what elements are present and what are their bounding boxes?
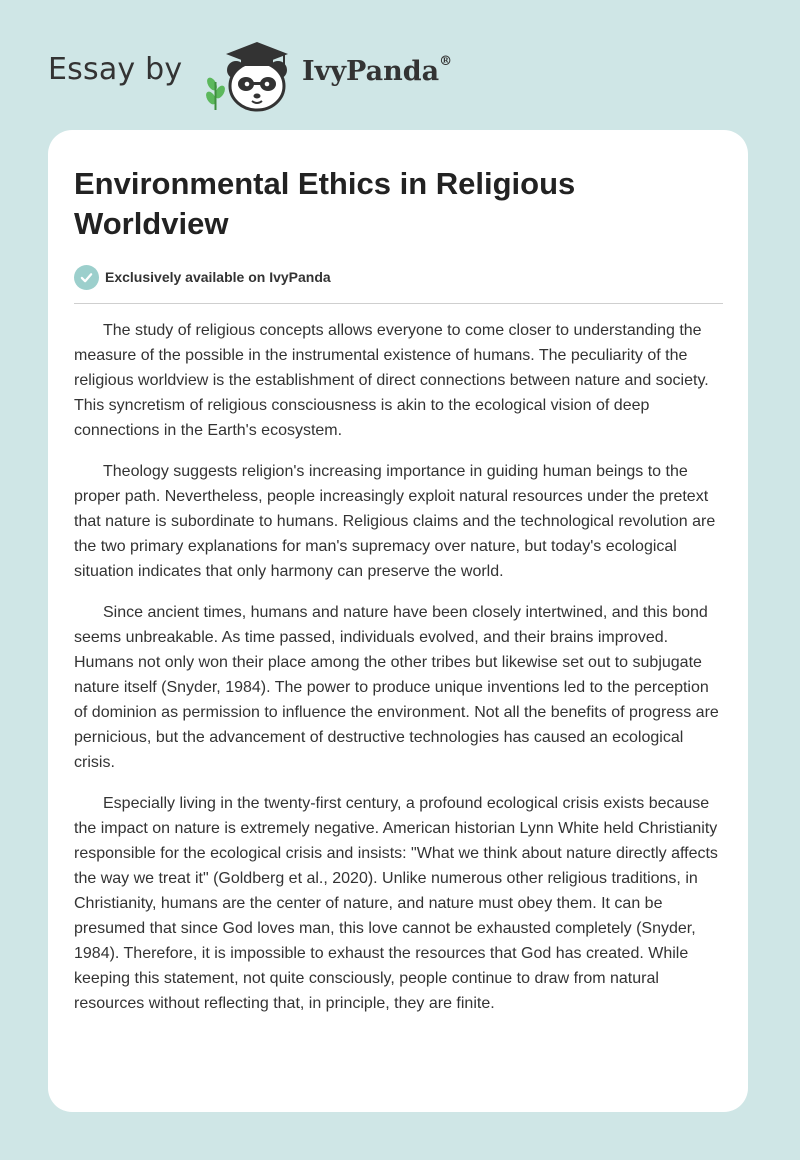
site-header <box>48 30 468 120</box>
check-icon <box>74 265 99 290</box>
brand-name[interactable]: IvyPanda® <box>302 54 453 87</box>
essay-body <box>74 318 724 1032</box>
paragraph: The study of religious concepts allows everyone to come closer to understanding the measure of the possible in the instrumental existence of humans. The peculiarity of the religious worldview is the establishment of direct connections between nature and society. This syncretism of religious consciousness is akin to the ecological vision of deep connections in the Earth's ecosystem. <box>74 322 709 439</box>
essay-card <box>48 130 748 1112</box>
paragraph: Since ancient times, humans and nature have been closely intertwined, and this bond seems unbreakable. As time passed, individuals evolved, and their brains improved. Humans not only won their place among the other tribes but likewise set out to subjugate nature itself (Snyder, 1984). The power to produce unique inventions led to the perception of dominion as permission to influence the environment. Not all the benefits of progress are pernicious, but the advancement of destructive technologies has caused an ecological crisis. <box>74 604 719 771</box>
essay-by-label: Essay by <box>48 52 183 87</box>
paragraph: Especially living in the twenty-first century, a profound ecological crisis exists because the impact on nature is extremely negative. American historian Lynn White held Christianity responsible for the ecological crisis and insists: "What we think about nature directly affects the way we treat it" (Goldberg et al., 2020). Unlike numerous other religious traditions, in Christianity, humans are the center of nature, and nature must obey them. It can be presumed that since God loves man, this love cannot be exhausted completely (Snyder, 1984). Therefore, it is impossible to exhaust the resources that God has created. While keeping this statement, not quite consciously, people continue to draw from natural resources without reflecting that, in principle, they are finite. <box>74 795 718 1012</box>
panda-graduate-icon[interactable] <box>200 34 300 114</box>
essay-title: Environmental Ethics in Religious Worldview <box>74 166 576 241</box>
paragraph: Theology suggests religion's increasing importance in guiding human beings to the proper path. Nevertheless, people increasingly exploit natural resources under the pretext that nature is subordinate to humans. Religious claims and the technological revolution are the two primary explanations for man's supremacy over nature, but today's ecological situation indicates that only harmony can preserve the world. <box>74 463 716 580</box>
registered-mark: ® <box>439 54 453 69</box>
exclusive-badge <box>74 264 331 290</box>
leaf-icon <box>204 76 227 110</box>
exclusive-label: Exclusively available on IvyPanda <box>105 269 331 285</box>
title-divider <box>74 303 723 304</box>
